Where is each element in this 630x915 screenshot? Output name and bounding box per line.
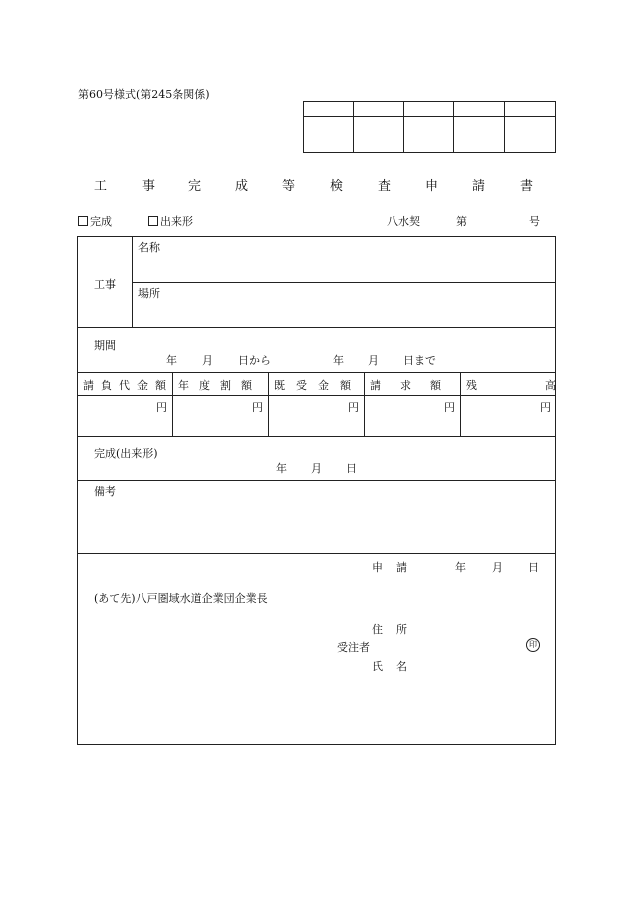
application-day: 日 — [528, 561, 539, 574]
period-to-year: 年 — [333, 354, 344, 367]
addressee: (あて先)八戸圏域水道企業団企業長 — [94, 592, 268, 605]
checkbox-square[interactable] — [148, 216, 158, 226]
completion-label: 完成(出来形) — [94, 447, 158, 460]
amount-unit: 円 — [156, 401, 167, 414]
amount-header-balance — [466, 377, 624, 393]
doc-number-go: 号 — [529, 215, 540, 228]
doc-number-prefix: 八水契 — [387, 215, 420, 228]
period-label: 期間 — [94, 339, 116, 352]
period-from-day: 日から — [238, 354, 271, 367]
completion-month: 月 — [311, 462, 322, 475]
construction-place-field[interactable] — [175, 296, 545, 322]
title-char: 成 — [235, 179, 249, 194]
form-number: 第60号様式(第245条関係) — [78, 88, 210, 101]
amount-header-fiscal: 年度割額 — [178, 379, 262, 392]
title-char: 等 — [282, 179, 296, 194]
remarks-field[interactable] — [90, 498, 550, 548]
title-char: 査 — [378, 179, 392, 194]
contractor-label: 受注者 — [337, 641, 370, 654]
doc-number-dai: 第 — [456, 215, 467, 228]
checkbox-square[interactable] — [78, 216, 88, 226]
address-label: 住所 — [372, 623, 420, 636]
seal-mark: 印 — [526, 638, 540, 652]
period-to-day: 日まで — [403, 354, 436, 367]
title-char: 請 — [472, 179, 486, 194]
title-char: 工 — [94, 179, 108, 194]
name-label: 氏名 — [372, 660, 420, 673]
amount-header-contract: 請負代金額 — [83, 379, 173, 392]
amount-header-balance-label: 残高 — [466, 379, 624, 392]
completion-year: 年 — [276, 462, 287, 475]
title-char: 検 — [330, 179, 344, 194]
title-char: 完 — [188, 179, 202, 194]
period-from-year: 年 — [166, 354, 177, 367]
application-month: 月 — [492, 561, 503, 574]
title-char: 事 — [142, 179, 156, 194]
construction-name-label: 名称 — [138, 241, 160, 254]
completion-day: 日 — [346, 462, 357, 475]
checkbox-complete[interactable] — [78, 213, 112, 229]
period-to-month: 月 — [368, 354, 379, 367]
construction-place-label: 場所 — [138, 287, 160, 300]
remarks-label: 備考 — [94, 485, 116, 498]
construction-label: 工事 — [94, 278, 116, 291]
title-char: 書 — [520, 179, 534, 194]
checkbox-partial-label: 出来形 — [160, 215, 193, 228]
checkbox-complete-label: 完成 — [90, 215, 112, 228]
form-title — [90, 175, 540, 194]
application-label: 申請 — [372, 561, 420, 574]
application-year: 年 — [455, 561, 466, 574]
amount-unit: 円 — [444, 401, 455, 414]
construction-name-field[interactable] — [175, 250, 545, 276]
period-from-month: 月 — [202, 354, 213, 367]
amount-header-received: 既受金額 — [274, 379, 362, 392]
amount-unit: 円 — [348, 401, 359, 414]
amount-unit: 円 — [540, 401, 551, 414]
amount-header-claim: 請求額 — [370, 379, 460, 392]
checkbox-partial[interactable] — [148, 213, 193, 229]
title-char: 申 — [425, 179, 439, 194]
amount-unit: 円 — [252, 401, 263, 414]
